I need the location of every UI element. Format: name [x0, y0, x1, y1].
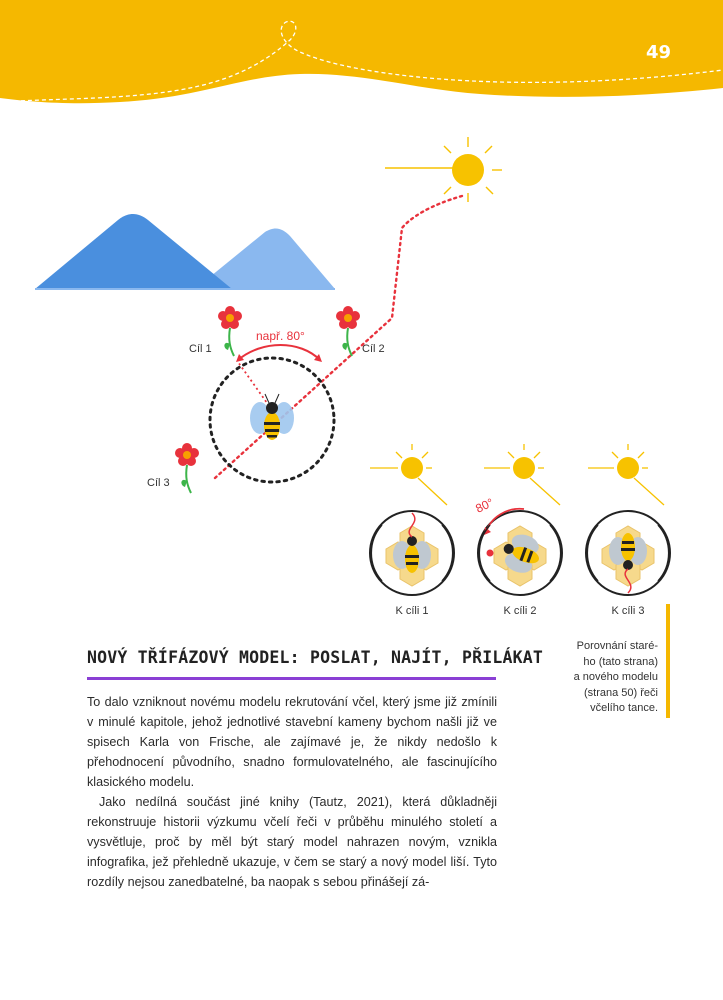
dance-label-1: K cíli 1: [395, 605, 429, 617]
direction-line: [215, 196, 462, 478]
sun-icon: [385, 137, 502, 202]
dance-diagram-1: [370, 511, 454, 595]
header-band: [0, 0, 723, 125]
small-sun-icon-1: [370, 444, 447, 505]
bee-icon: [250, 394, 294, 440]
paragraph: To dalo vzniknout novému modelu rekrutování včel, který jsme již zmínili v minulé kapitole, jehož jednotlivé stavební kameny bychom našli již ve spisech Karla von Frische, ale zajímavé je, že nikdy nedošlo k přehodnocení původního, snadno formulovatelného, ale fascinujícího klasického modelu.: [87, 695, 497, 789]
figure-caption: [550, 639, 658, 717]
caption-accent-bar: [666, 604, 670, 718]
flower-icon-goal-1: [336, 306, 360, 356]
caption-line: včelího tance.: [590, 702, 658, 714]
page-number: 49: [645, 42, 671, 63]
small-angle-label: 80°: [473, 495, 496, 516]
bee-dance-illustration: [0, 120, 723, 620]
goal-label-2: Cíl 1: [189, 343, 212, 355]
paragraph: Jako nedílná součást jiné knihy (Tautz, 2021), která důkladněji rekonstruuje historii výzkumu včelí řeči v průběhu minulého století a vysvětluje, proč by měl být starý model nahrazen novým, vznikla infografika, jež přehledně ukazuje, v čem se starý a nový model liší. Tyto rozdíly nejsou zanedbatelné, ba naopak s sebou přinášejí zá-: [87, 795, 497, 889]
goal-label-1: Cíl 2: [362, 343, 385, 355]
section-heading: NOVÝ TŘÍFÁZOVÝ MODEL: POSLAT, NAJÍT, PŘILÁKAT: [87, 648, 544, 667]
small-sun-icon-2: [484, 444, 560, 505]
body-text: [87, 692, 497, 892]
dance-diagram-3: [586, 511, 670, 595]
small-sun-icon-3: [588, 444, 664, 505]
mountains: [35, 214, 335, 290]
flower-icon-goal-3: [175, 443, 199, 493]
dance-label-3: K cíli 3: [611, 605, 645, 617]
heading-underline: [87, 677, 496, 680]
flower-icon-goal-2: [218, 306, 242, 356]
caption-line: ho (tato strana): [583, 655, 658, 668]
caption-line: Porovnání staré-: [576, 640, 658, 652]
dance-diagram-2: [473, 495, 562, 595]
angle-label: např. 80°: [256, 329, 305, 343]
goal-label-3: Cíl 3: [147, 477, 170, 489]
caption-line: (strana 50) řeči: [584, 686, 658, 699]
dance-label-2: K cíli 2: [503, 605, 537, 617]
caption-line: a nového modelu: [573, 671, 658, 683]
